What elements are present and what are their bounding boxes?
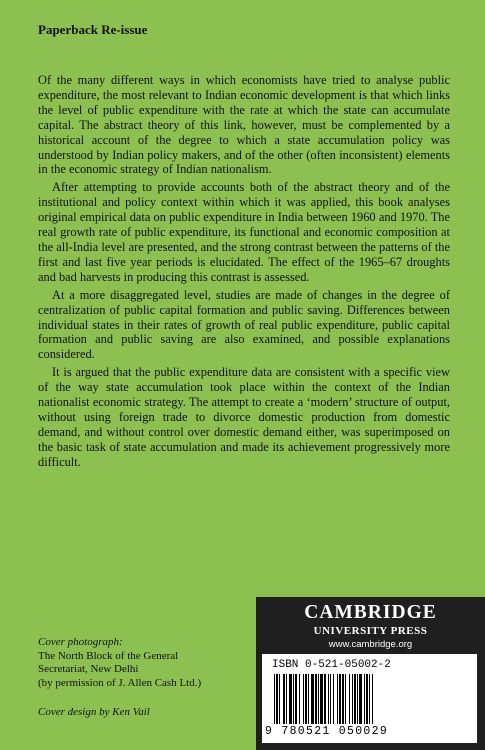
cover-photo-credit <box>38 636 253 690</box>
blurb-paragraph-3: At a more disaggregated level, studies are made of changes in the degree of centralization of public capital formation and public saving. Differences between individual states in their rates of growth of real public expenditure, public capital formation and public saving are also examined, and possible explanations considered. <box>38 287 450 362</box>
publisher-block <box>256 597 485 750</box>
credit-line-1: The North Block of the General <box>38 649 179 662</box>
cover-design-credit: Cover design by Ken Vail <box>38 706 150 718</box>
publisher-subname: UNIVERSITY PRESS <box>313 625 428 637</box>
isbn-number: ISBN 0-521-05002-2 <box>272 659 391 671</box>
credit-line-3: (by permission of J. Allen Cash Ltd.) <box>38 676 202 689</box>
isbn-barcode-card <box>262 654 477 743</box>
blurb-paragraph-1: Of the many different ways in which economists have tried to analyse public expenditure, the most relevant to Indian economic development is that which links the level of public expenditure with the rate at which the state can accumulate capital. The abstract theory of this link, however, must be complemented by a historical account of the degree to which a state accumulation policy was understood by Indian policy makers, and of the other (often inconsistent) elements in the economic strategy of Indian nationalism. <box>38 73 450 177</box>
reissue-heading: Paperback Re-issue <box>38 22 148 37</box>
credit-line-2: Secretariat, New Delhi <box>38 663 139 676</box>
credit-label: Cover photograph: <box>38 636 123 648</box>
publisher-name: CAMBRIDGE <box>304 602 437 623</box>
back-cover-blurb <box>38 73 450 473</box>
barcode-digits: 9 780521 050029 <box>265 725 389 738</box>
barcode-image <box>272 674 472 724</box>
blurb-paragraph-2: After attempting to provide accounts both of the abstract theory and of the institutional and policy context within which it was applied, this book analyses original empirical data on public expenditure in India between 1960 and 1970. The real growth rate of public expenditure, its functional and economic composition at the all-India level are presented, and the strong contrast between the patterns of the first and last five year periods is elucidated. The effect of the 1965–67 droughts and bad harvests in producing this contrast is assessed. <box>38 180 450 284</box>
publisher-url: www.cambridge.org <box>328 639 413 650</box>
blurb-paragraph-4: It is argued that the public expenditure data are consistent with a specific view of the way state accumulation took place within the context of the Indian nationalist economic strategy. The attempt to create a ‘modern’ structure of output, without using foreign trade to divorce domestic production from domestic demand, and without control over domestic demand either, was superimposed on the basic task of state accumulation and made its achievement progressively more difficult. <box>38 365 450 469</box>
